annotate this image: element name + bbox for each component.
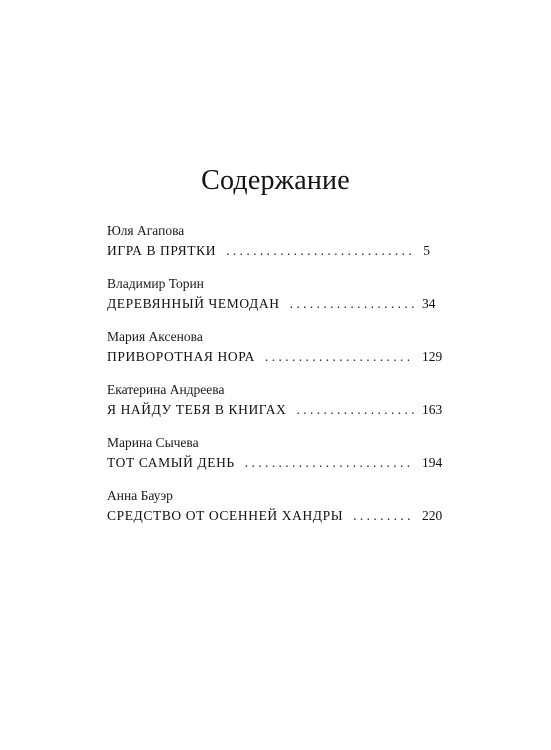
author-name: Мария Аксенова xyxy=(107,329,203,344)
story-title: ДЕРЕВЯННЫЙ ЧЕМОДАН xyxy=(107,296,280,311)
page-number: 220 xyxy=(422,508,443,523)
page-number: 163 xyxy=(422,402,443,417)
toc-line xyxy=(107,242,430,260)
toc-entry xyxy=(107,275,436,328)
toc-line xyxy=(107,507,443,525)
toc-entry xyxy=(107,434,443,487)
table-of-contents xyxy=(107,222,443,540)
story-title: ТОТ САМЫЙ ДЕНЬ xyxy=(107,455,235,470)
toc-line xyxy=(107,454,443,472)
dot-leader xyxy=(353,507,414,525)
story-title: ИГРА В ПРЯТКИ xyxy=(107,243,217,258)
author-name: Владимир Торин xyxy=(107,276,204,291)
toc-entry xyxy=(107,487,443,540)
page-number: 34 xyxy=(422,296,436,311)
toc-line xyxy=(107,348,443,366)
story-title: Я НАЙДУ ТЕБЯ В КНИГАХ xyxy=(107,402,287,417)
toc-entry xyxy=(107,381,443,434)
author-name: Марина Сычева xyxy=(107,435,199,450)
dot-leader xyxy=(226,242,414,260)
dot-leader xyxy=(290,295,414,313)
page-number: 129 xyxy=(422,349,443,364)
toc-line xyxy=(107,401,443,419)
author-name: Екатерина Андреева xyxy=(107,382,225,397)
page-number: 194 xyxy=(422,455,443,470)
page-number: 5 xyxy=(423,243,430,258)
author-name: Анна Бауэр xyxy=(107,488,173,503)
toc-line xyxy=(107,295,436,313)
page-title: Содержание xyxy=(201,165,350,196)
dot-leader xyxy=(265,348,414,366)
toc-entry xyxy=(107,222,430,275)
author-name: Юля Агапова xyxy=(107,223,185,238)
dot-leader xyxy=(245,454,414,472)
dot-leader xyxy=(296,401,414,419)
toc-entry xyxy=(107,328,443,381)
story-title: СРЕДСТВО ОТ ОСЕННЕЙ ХАНДРЫ xyxy=(107,508,344,523)
story-title: ПРИВОРОТНАЯ НОРА xyxy=(107,349,255,364)
